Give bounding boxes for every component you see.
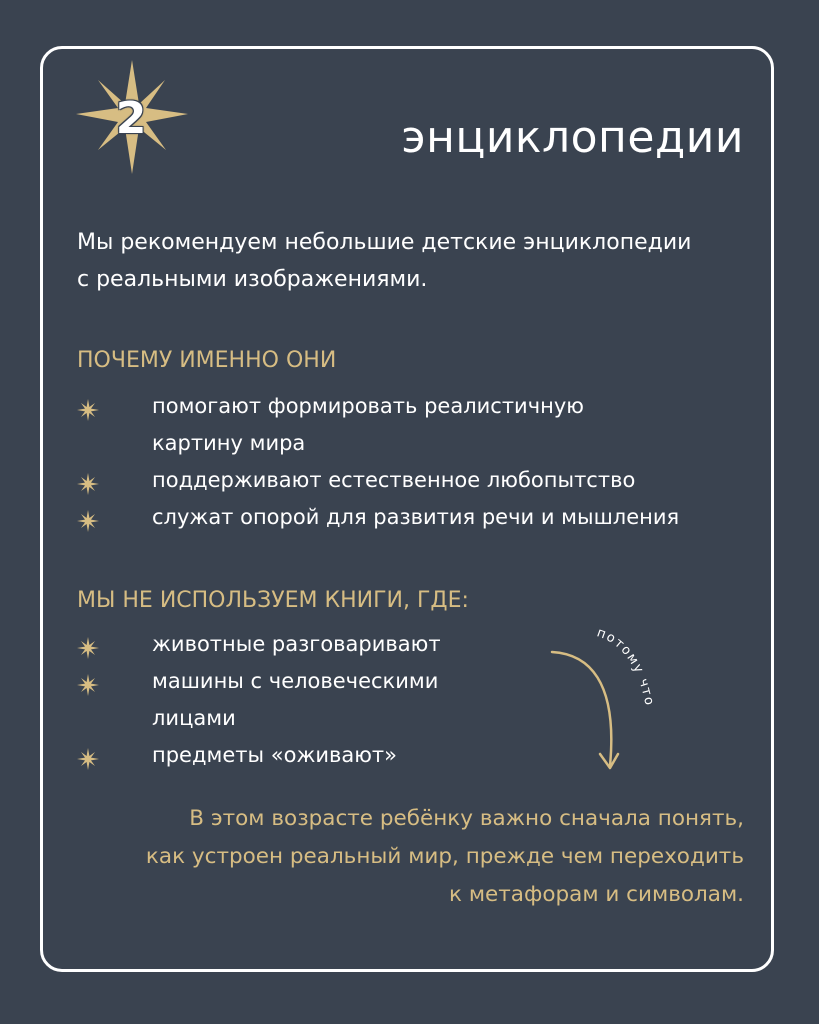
card-number: 2 (115, 92, 147, 144)
closing-note (146, 800, 744, 914)
page-title: энциклопедии (401, 112, 744, 163)
list-item (77, 462, 679, 499)
svg-text:потому что (595, 625, 657, 707)
note-line: к метафорам и символам. (449, 882, 744, 907)
note-line: как устроен реальный мир, прежде чем переходить (145, 844, 744, 869)
list-item-text: животные разговаривают (152, 632, 441, 656)
sparkle-star-icon (77, 674, 99, 696)
why-list (77, 388, 679, 536)
note-line: В этом возрасте ребёнку важно сначала понять, (189, 806, 744, 831)
list-item (77, 499, 679, 536)
sparkle-star-icon (77, 637, 99, 659)
sparkle-star-icon (77, 510, 99, 532)
list-item-text: помогают формировать реалистичную (152, 394, 584, 418)
sparkle-star-icon (77, 473, 99, 495)
arrow-caption: потому что (594, 625, 657, 708)
list-item (77, 626, 441, 663)
sparkle-star-icon (77, 399, 99, 421)
list-item (77, 737, 441, 774)
curved-arrow (548, 625, 668, 780)
intro-line: Мы рекомендуем небольшие детские энциклопедии (77, 230, 692, 255)
intro-line: с реальными изображениями. (77, 267, 428, 292)
avoid-heading: МЫ НЕ ИСПОЛЬЗУЕМ КНИГИ, ГДЕ: (77, 588, 469, 613)
list-item (77, 388, 679, 462)
curved-arrow-icon (552, 652, 611, 766)
intro-text (77, 224, 777, 298)
list-item (77, 663, 441, 737)
list-item-text: предметы «оживают» (152, 743, 398, 767)
list-item-text: лицами (152, 706, 236, 730)
number-badge (70, 56, 194, 180)
arrow-head-icon (600, 754, 618, 768)
list-item-text: машины с человеческими (152, 669, 439, 693)
why-heading: ПОЧЕМУ ИМЕННО ОНИ (77, 348, 337, 373)
avoid-list (77, 626, 441, 774)
list-item-text: служат опорой для развития речи и мышления (152, 505, 680, 529)
list-item-text: картину мира (152, 431, 306, 455)
list-item-text: поддерживают естественное любопытство (152, 468, 636, 492)
sparkle-star-icon (77, 748, 99, 770)
